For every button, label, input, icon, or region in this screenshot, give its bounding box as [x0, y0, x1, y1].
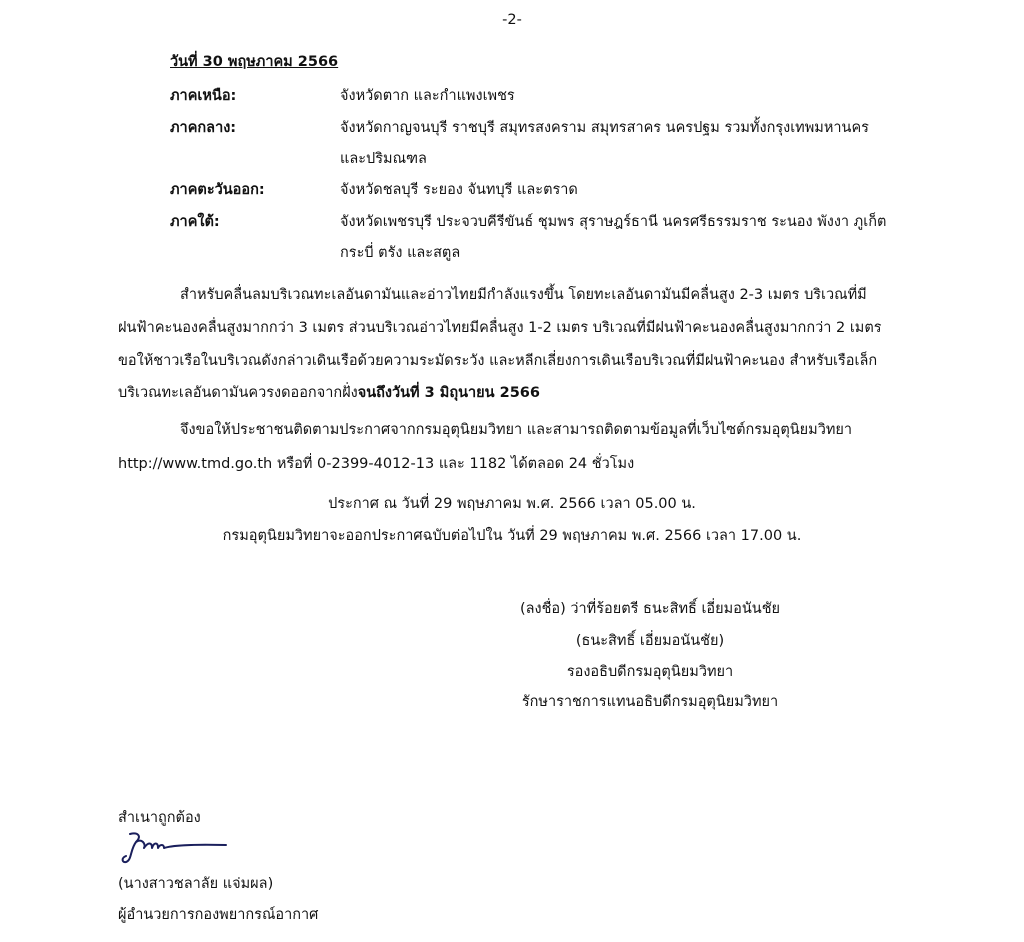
- follow-paragraph-line1: จึงขอให้ประชาชนติดตามประกาศจากกรมอุตุนิยมวิทยา และสามารถติดตามข้อมูลที่เว็บไซต์กรมอุตุนิยมวิทยา: [180, 422, 853, 438]
- wave-paragraph-line4-text: บริเวณทะเลอันดามันควรงดออกจากฝั่ง: [118, 385, 358, 401]
- wave-paragraph-until-date: จนถึงวันที่ 3 มิถุนายน 2566: [357, 385, 540, 401]
- wave-paragraph-line3: ขอให้ชาวเรือในบริเวณดังกล่าวเดินเรือด้วยความระมัดระวัง และหลีกเลี่ยงการเดินเรือบริเวณที่มีฝนฟ้าคะนอง สำหรับเรือเล็ก: [118, 353, 878, 369]
- region-detail-east: จังหวัดชลบุรี ระยอง จันทบุรี และตราด: [340, 182, 578, 198]
- announcement-issued: ประกาศ ณ วันที่ 29 พฤษภาคม พ.ศ. 2566 เวลา 05.00 น.: [328, 496, 696, 512]
- announcement-next: กรมอุตุนิยมวิทยาจะออกประกาศฉบับต่อไปใน วันที่ 29 พฤษภาคม พ.ศ. 2566 เวลา 17.00 น.: [222, 528, 802, 544]
- signature-title-2: รักษาราชการแทนอธิบดีกรมอุตุนิยมวิทยา: [521, 694, 779, 710]
- certified-label: สำเนาถูกต้อง: [118, 810, 201, 826]
- region-detail-north: จังหวัดตาก และกำแพงเพชร: [340, 88, 515, 104]
- region-detail-south-line1: จังหวัดเพชรบุรี ประจวบคีรีขันธ์ ชุมพร สุราษฎร์ธานี นครศรีธรรมราช ระนอง พังงา ภูเก็ต: [340, 214, 887, 230]
- region-label-north: ภาคเหนือ:: [170, 88, 237, 104]
- signature-title-1: รองอธิบดีกรมอุตุนิยมวิทยา: [566, 664, 734, 680]
- page-number: -2-: [502, 12, 522, 28]
- follow-paragraph-line2: http://www.tmd.go.th หรือที่ 0-2399-4012-13 และ 1182 ได้ตลอด 24 ชั่วโมง: [118, 456, 635, 472]
- date-heading: วันที่ 30 พฤษภาคม 2566: [170, 54, 339, 70]
- wave-paragraph-line1: สำหรับคลื่นลมบริเวณทะเลอันดามันและอ่าวไทยมีกำลังแรงขึ้น โดยทะเลอันดามันมีคลื่นสูง 2-3 เมตร บริเวณที่มี: [180, 287, 867, 303]
- region-detail-central-line1: จังหวัดกาญจนบุรี ราชบุรี สมุทรสงคราม สมุทรสาคร นครปฐม รวมทั้งกรุงเทพมหานคร: [340, 120, 869, 136]
- certified-title: ผู้อำนวยการกองพยากรณ์อากาศ: [118, 907, 319, 923]
- certified-name: (นางสาวชลาลัย แจ่มผล): [118, 876, 274, 892]
- signature-signed: (ลงชื่อ) ว่าที่ร้อยตรี ธนะสิทธิ์ เอี่ยมอนันชัย: [519, 601, 781, 617]
- signature-name: (ธนะสิทธิ์ เอี่ยมอนันชัย): [575, 633, 725, 649]
- region-detail-central-line2: และปริมณฑล: [340, 151, 427, 167]
- handwritten-signature: [118, 828, 230, 868]
- region-label-east: ภาคตะวันออก:: [170, 182, 265, 198]
- wave-paragraph-line4: [118, 381, 540, 404]
- region-label-central: ภาคกลาง:: [170, 120, 237, 136]
- region-detail-south-line2: กระบี่ ตรัง และสตูล: [340, 245, 461, 261]
- region-label-south: ภาคใต้:: [170, 214, 220, 230]
- wave-paragraph-line2: ฝนฟ้าคะนองคลื่นสูงมากกว่า 3 เมตร ส่วนบริเวณอ่าวไทยมีคลื่นสูง 1-2 เมตร บริเวณที่มีฝนฟ้าคะนองคลื่นสูงมากกว่า 2 เมตร: [118, 320, 882, 336]
